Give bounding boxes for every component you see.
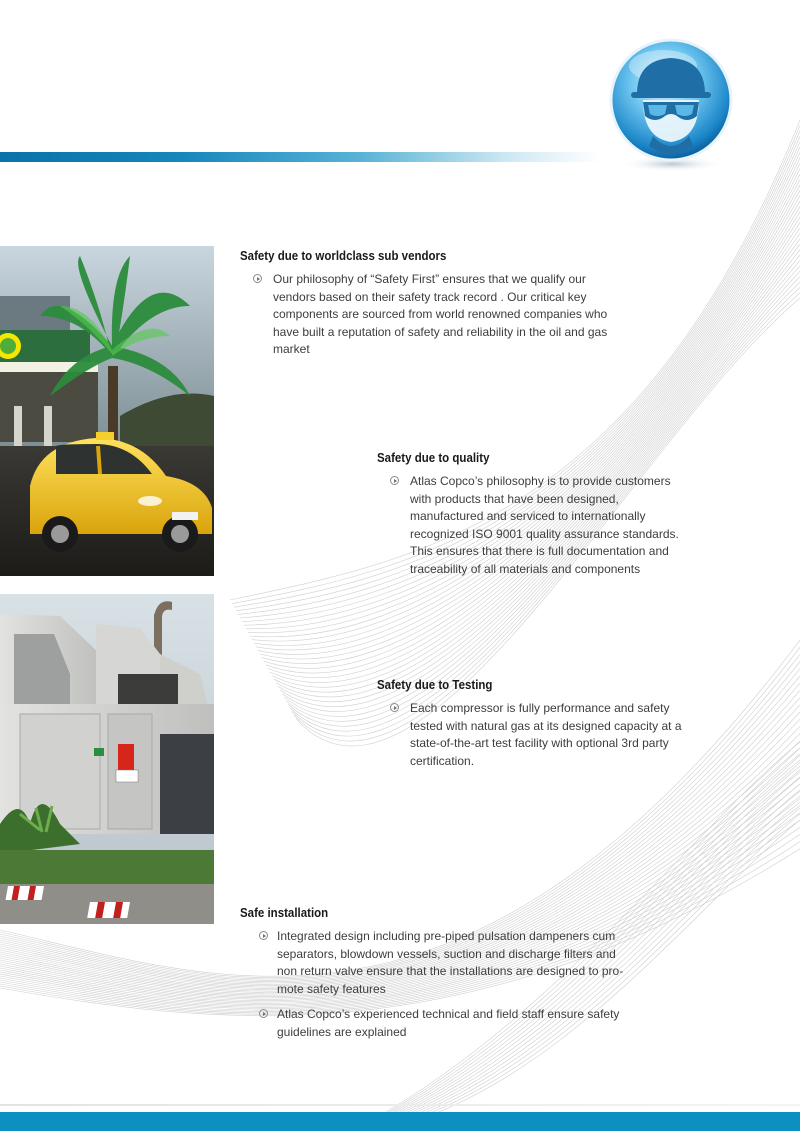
list-item xyxy=(240,928,632,998)
section-heading: Safety due to Testing xyxy=(377,678,493,692)
section-testing xyxy=(377,678,695,770)
footer-divider xyxy=(0,1104,800,1106)
play-circle-bullet-icon xyxy=(259,931,268,940)
list-item xyxy=(240,1006,632,1041)
bullet-text: Each compressor is fully performance and safety tested with natural gas at its designed capacity at a state-of-the-art test facility with optional 3rd party certification. xyxy=(410,701,682,768)
section-heading: Safety due to worldclass sub vendors xyxy=(240,249,447,263)
list-item xyxy=(377,700,695,770)
play-circle-bullet-icon xyxy=(390,703,399,712)
play-circle-bullet-icon xyxy=(259,1009,268,1018)
bottom-accent-bar xyxy=(0,1112,800,1131)
bullet-text: Integrated design including pre-piped pulsation dampeners cum separators, blowdown vessels, suction and discharge filters and non return valve ensure that the installations are designed to pro-mote safety features xyxy=(277,929,624,996)
section-heading: Safe installation xyxy=(240,906,329,920)
safety-helmet-goggles-icon xyxy=(607,38,737,178)
bullet-text: Our philosophy of “Safety First” ensures that we qualify our vendors based on their safety track record . Our critical key components are sourced from world renowned companies who have built a reputation of safety and reliability in the oil and gas market xyxy=(273,272,608,357)
list-item xyxy=(377,473,695,579)
section-worldclass-sub-vendors xyxy=(240,249,610,359)
bullet-text: Atlas Copco’s philosophy is to provide customers with products that have been designed, manufactured and serviced to internationally recognized ISO 9001 quality assurance standards. This ensures that there is full documentation and traceability of all materials and components xyxy=(410,474,679,576)
top-accent-bar xyxy=(0,152,600,162)
gas-compressor-enclosure-photo xyxy=(0,594,214,924)
list-item xyxy=(240,271,610,359)
taxi-at-fuel-station-photo xyxy=(0,246,214,576)
play-circle-bullet-icon xyxy=(253,274,262,283)
section-safe-installation xyxy=(240,906,632,1042)
section-quality xyxy=(377,451,695,579)
play-circle-bullet-icon xyxy=(390,476,399,485)
bullet-text: Atlas Copco’s experienced technical and field staff ensure safety guidelines are explained xyxy=(277,1007,620,1039)
section-heading: Safety due to quality xyxy=(377,451,490,465)
